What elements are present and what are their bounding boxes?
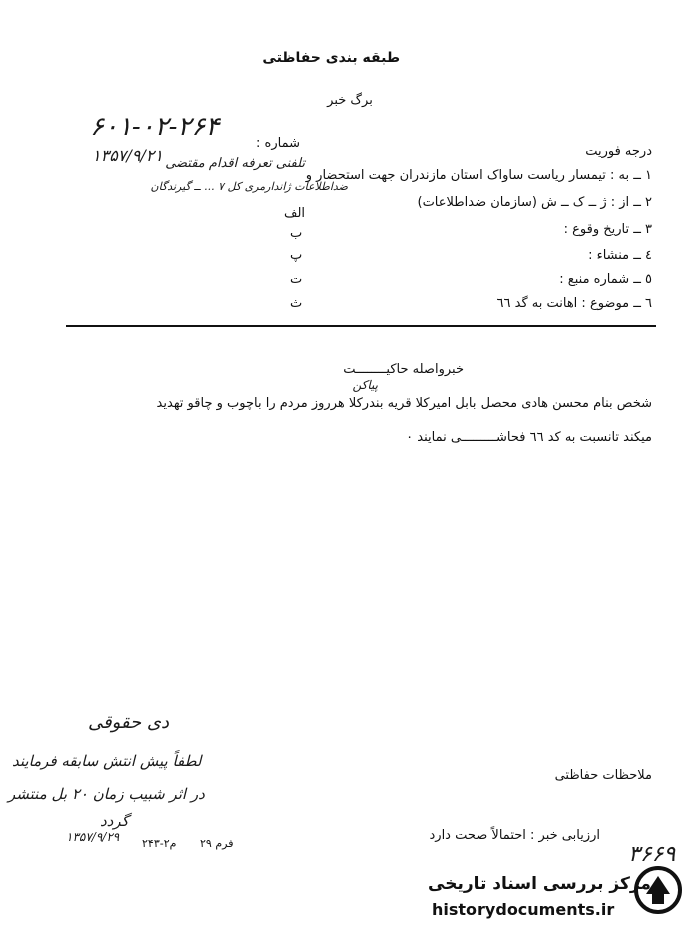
field-date <box>564 222 652 237</box>
archive-logo-icon <box>632 864 684 916</box>
field-label: ٥ ــ شماره منبع : <box>559 272 652 287</box>
field-recipient <box>306 168 652 183</box>
handwritten-number: ۶۰۱-۰۲-۲۶۴ <box>90 112 220 142</box>
watermark-title: مرکز بررسی اسناد تاریخی <box>428 874 651 894</box>
handwritten-note-4: گردد <box>100 812 129 830</box>
field-label: ٤ ــ منشاء : <box>588 248 652 263</box>
letter-alef: الف <box>284 206 306 221</box>
body-line-2: شخص بنام محسن هادی محصل بابل امیرکلا قریه بندرکلا هرروز مردم را باچوب و چاقو تهدید <box>156 396 652 411</box>
body-line-3: میکند تانسبت به کد ٦٦ فحاشـــــــــی نمایند ٠ <box>406 430 652 445</box>
annotation-recipient: تلفنی تعرفه اقدام مقتضی <box>165 156 305 171</box>
remarks-label: ملاحظات حفاظتی <box>554 768 652 783</box>
watermark-url: historydocuments.ir <box>432 900 615 919</box>
field-sender <box>418 195 653 210</box>
field-origin <box>588 248 652 263</box>
form-title: برگ خبر <box>327 93 373 108</box>
handwritten-note-2: لطفاً پیش انتش سابقه فرمایند <box>12 752 202 770</box>
field-source-number <box>559 272 652 287</box>
form-number: فرم ۲۹ <box>200 837 234 850</box>
handwritten-page-number: ۳۶۶۹ <box>628 842 676 867</box>
letter-se: ث <box>290 296 303 311</box>
field-label: ۲ ــ از : ژ ــ ک ــ ش (سازمان ضداطلاعات) <box>417 195 652 210</box>
letter-be: ب <box>290 226 303 241</box>
classification-heading: طبقه بندی حفاظتی <box>262 50 400 66</box>
annotation-sender: ضداطلاعات ژاندارمری کل ۷ ... ــ گیرندگان <box>150 180 348 193</box>
handwritten-note-date: ۱۳۵۷/۹/۲۹ <box>66 830 120 844</box>
separator-line <box>66 325 656 327</box>
field-label: ٦ ــ موضوع : اهانت به گد ٦٦ <box>496 296 652 311</box>
letter-pe: پ <box>290 248 303 263</box>
field-label: ۱ ــ به : تیمسار ریاست ساواک استان مازندران جهت استحضار و <box>305 168 652 183</box>
handwritten-note-1: دی حقوقی <box>88 712 169 733</box>
number-label: شماره : <box>256 136 300 151</box>
handwritten-date: ۱۳۵۷/۹/۲۱ <box>92 146 163 165</box>
handwritten-note-3: در اثر شبیب زمان ۲۰ بل منتشر <box>8 785 205 803</box>
letter-te: ت <box>290 272 303 287</box>
body-insert: پیاکن <box>352 378 378 392</box>
eval-label: ارزیابی خبر : احتمالاً صحت دارد <box>429 828 600 843</box>
field-subject <box>497 296 652 311</box>
urgency-label: درجه فوریت <box>585 144 652 159</box>
field-label: ۳ ــ تاریخ وقوع : <box>563 222 652 237</box>
body-line-1: خبرواصله حاکیــــــــت <box>343 362 464 377</box>
form-code: ۲۴۳-۲م <box>142 837 177 850</box>
